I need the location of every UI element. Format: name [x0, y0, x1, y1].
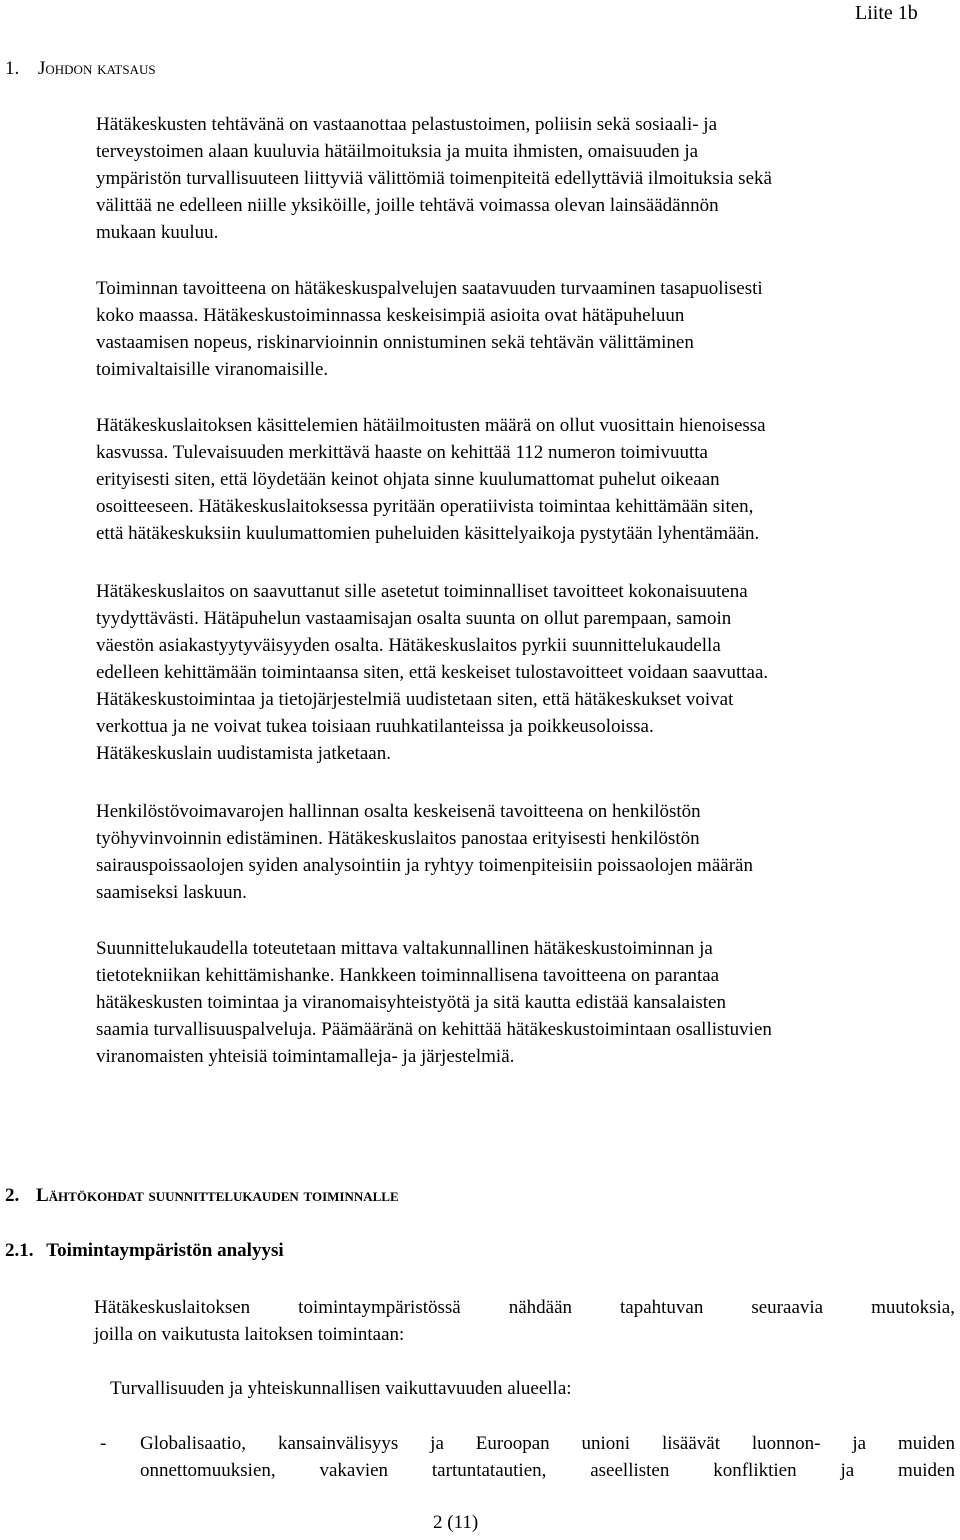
paragraph-line: toimivaltaisille viranomaisille. [96, 359, 329, 380]
section-1-title: Johdon katsaus [38, 58, 156, 79]
paragraph-line: Hätäkeskuslaitos on saavuttanut sille asetetut toiminnalliset tavoitteet kokonaisuutena [96, 581, 748, 602]
section-1-heading [5, 58, 156, 80]
section-2-1-number: 2.1. [5, 1240, 34, 1261]
paragraph-line: saamia turvallisuuspalveluja. Päämääränä on kehittää hätäkeskustoimintaan osallistuvien [96, 1019, 772, 1040]
page-number: 2 (11) [433, 1512, 479, 1533]
section-2-1-heading [5, 1240, 284, 1262]
paragraph-line: väestön asiakastyytyväisyyden osalta. Hätäkeskuslaitos pyrkii suunnittelukaudella [96, 635, 721, 656]
paragraph-line: Globalisaatio, kansainvälisyys ja Euroopan unioni lisäävät luonnon- ja muiden [140, 1433, 955, 1454]
paragraph-line: Suunnittelukaudella toteutetaan mittava valtakunnallinen hätäkeskustoiminnan ja [96, 938, 713, 959]
subheading: Turvallisuuden ja yhteiskunnallisen vaikuttavuuden alueella: [110, 1378, 572, 1399]
paragraph-line: saamiseksi laskuun. [96, 882, 247, 903]
paragraph-line: Hätäkeskustoimintaa ja tietojärjestelmiä uudistetaan siten, että hätäkeskukset voivat [96, 689, 734, 710]
paragraph-line: hätäkeskusten toimintaa ja viranomaisyhteistyötä ja sitä kautta edistää kansalaisten [96, 992, 726, 1013]
paragraph-line: terveystoimen alaan kuuluvia hätäilmoituksia ja muita ihmisten, omaisuuden ja [96, 141, 699, 162]
section-1-number: 1. [5, 58, 20, 79]
paragraph-line: Hätäkeskuslain uudistamista jatketaan. [96, 743, 391, 764]
paragraph-line: ympäristön turvallisuuteen liittyviä välittömiä toimenpiteitä edellyttäviä ilmoituksia sekä [96, 168, 772, 189]
paragraph-line: viranomaisten yhteisiä toimintamalleja- ja järjestelmiä. [96, 1046, 515, 1067]
paragraph-line: kasvussa. Tulevaisuuden merkittävä haaste on kehittää 112 numeron toimivuutta [96, 442, 708, 463]
section-2-number: 2. [5, 1185, 20, 1206]
paragraph-line: Hätäkeskuslaitoksen käsittelemien hätäilmoitusten määrä on ollut vuosittain hienoisessa [96, 415, 766, 436]
paragraph-line: onnettomuuksien, vakavien tartuntatautien, aseellisten konfliktien ja muiden [140, 1460, 955, 1481]
paragraph-line: tietotekniikan kehittämishanke. Hankkeen toiminnallisena tavoitteena on parantaa [96, 965, 720, 986]
paragraph-line: Toiminnan tavoitteena on hätäkeskuspalvelujen saatavuuden turvaaminen tasapuolisesti [96, 278, 763, 299]
paragraph-line: Hätäkeskuslaitoksen toimintaympäristössä nähdään tapahtuvan seuraavia muutoksia, [94, 1297, 955, 1318]
section-2-heading [5, 1185, 399, 1207]
paragraph-line: työhyvinvoinnin edistäminen. Hätäkeskuslaitos panostaa erityisesti henkilöstön [96, 828, 700, 849]
bullet-marker: - [100, 1433, 107, 1454]
section-2-title: Lähtökohdat suunnittelukauden toiminnalle [36, 1185, 399, 1206]
paragraph-line: välittää ne edelleen niille yksiköille, joille tehtävä voimassa olevan lainsäädännön [96, 195, 719, 216]
paragraph-line: koko maassa. Hätäkeskustoiminnassa keskeisimpiä asioita ovat hätäpuheluun [96, 305, 685, 326]
paragraph-line: erityisesti siten, että löydetään keinot ohjata sinne kuulumattomat puhelut oikeaan [96, 469, 720, 490]
paragraph-line: että hätäkeskuksiin kuulumattomien puheluiden käsittelyaikoja pystytään lyhentämään. [96, 523, 760, 544]
paragraph-line: osoitteeseen. Hätäkeskuslaitoksessa pyritään operatiivista toimintaa kehittämään siten, [96, 496, 754, 517]
paragraph-line: Henkilöstövoimavarojen hallinnan osalta keskeisenä tavoitteena on henkilöstön [96, 801, 701, 822]
paragraph-line: edelleen kehittämään toimintaansa siten, että keskeiset tulostavoitteet voidaan saavuttaa. [96, 662, 769, 683]
section-2-1-title: Toimintaympäristön analyysi [46, 1240, 284, 1261]
paragraph-line: verkottua ja ne voivat tukea toisiaan ruuhkatilanteissa ja poikkeusoloissa. [96, 716, 654, 737]
paragraph-line: joilla on vaikutusta laitoksen toimintaan: [94, 1324, 405, 1345]
paragraph-line: Hätäkeskusten tehtävänä on vastaanottaa pelastustoimen, poliisin sekä sosiaali- ja [96, 114, 718, 135]
paragraph-line: vastaamisen nopeus, riskinarvioinnin onnistuminen sekä tehtävän välittäminen [96, 332, 694, 353]
appendix-label: Liite 1b [855, 2, 918, 24]
paragraph-line: sairauspoissaolojen syiden analysointiin ja ryhtyy toimenpiteisiin poissaolojen määrän [96, 855, 753, 876]
paragraph-line: tyydyttävästi. Hätäpuhelun vastaamisajan osalta suunta on ollut parempaan, samoin [96, 608, 732, 629]
paragraph-line: mukaan kuuluu. [96, 222, 219, 243]
